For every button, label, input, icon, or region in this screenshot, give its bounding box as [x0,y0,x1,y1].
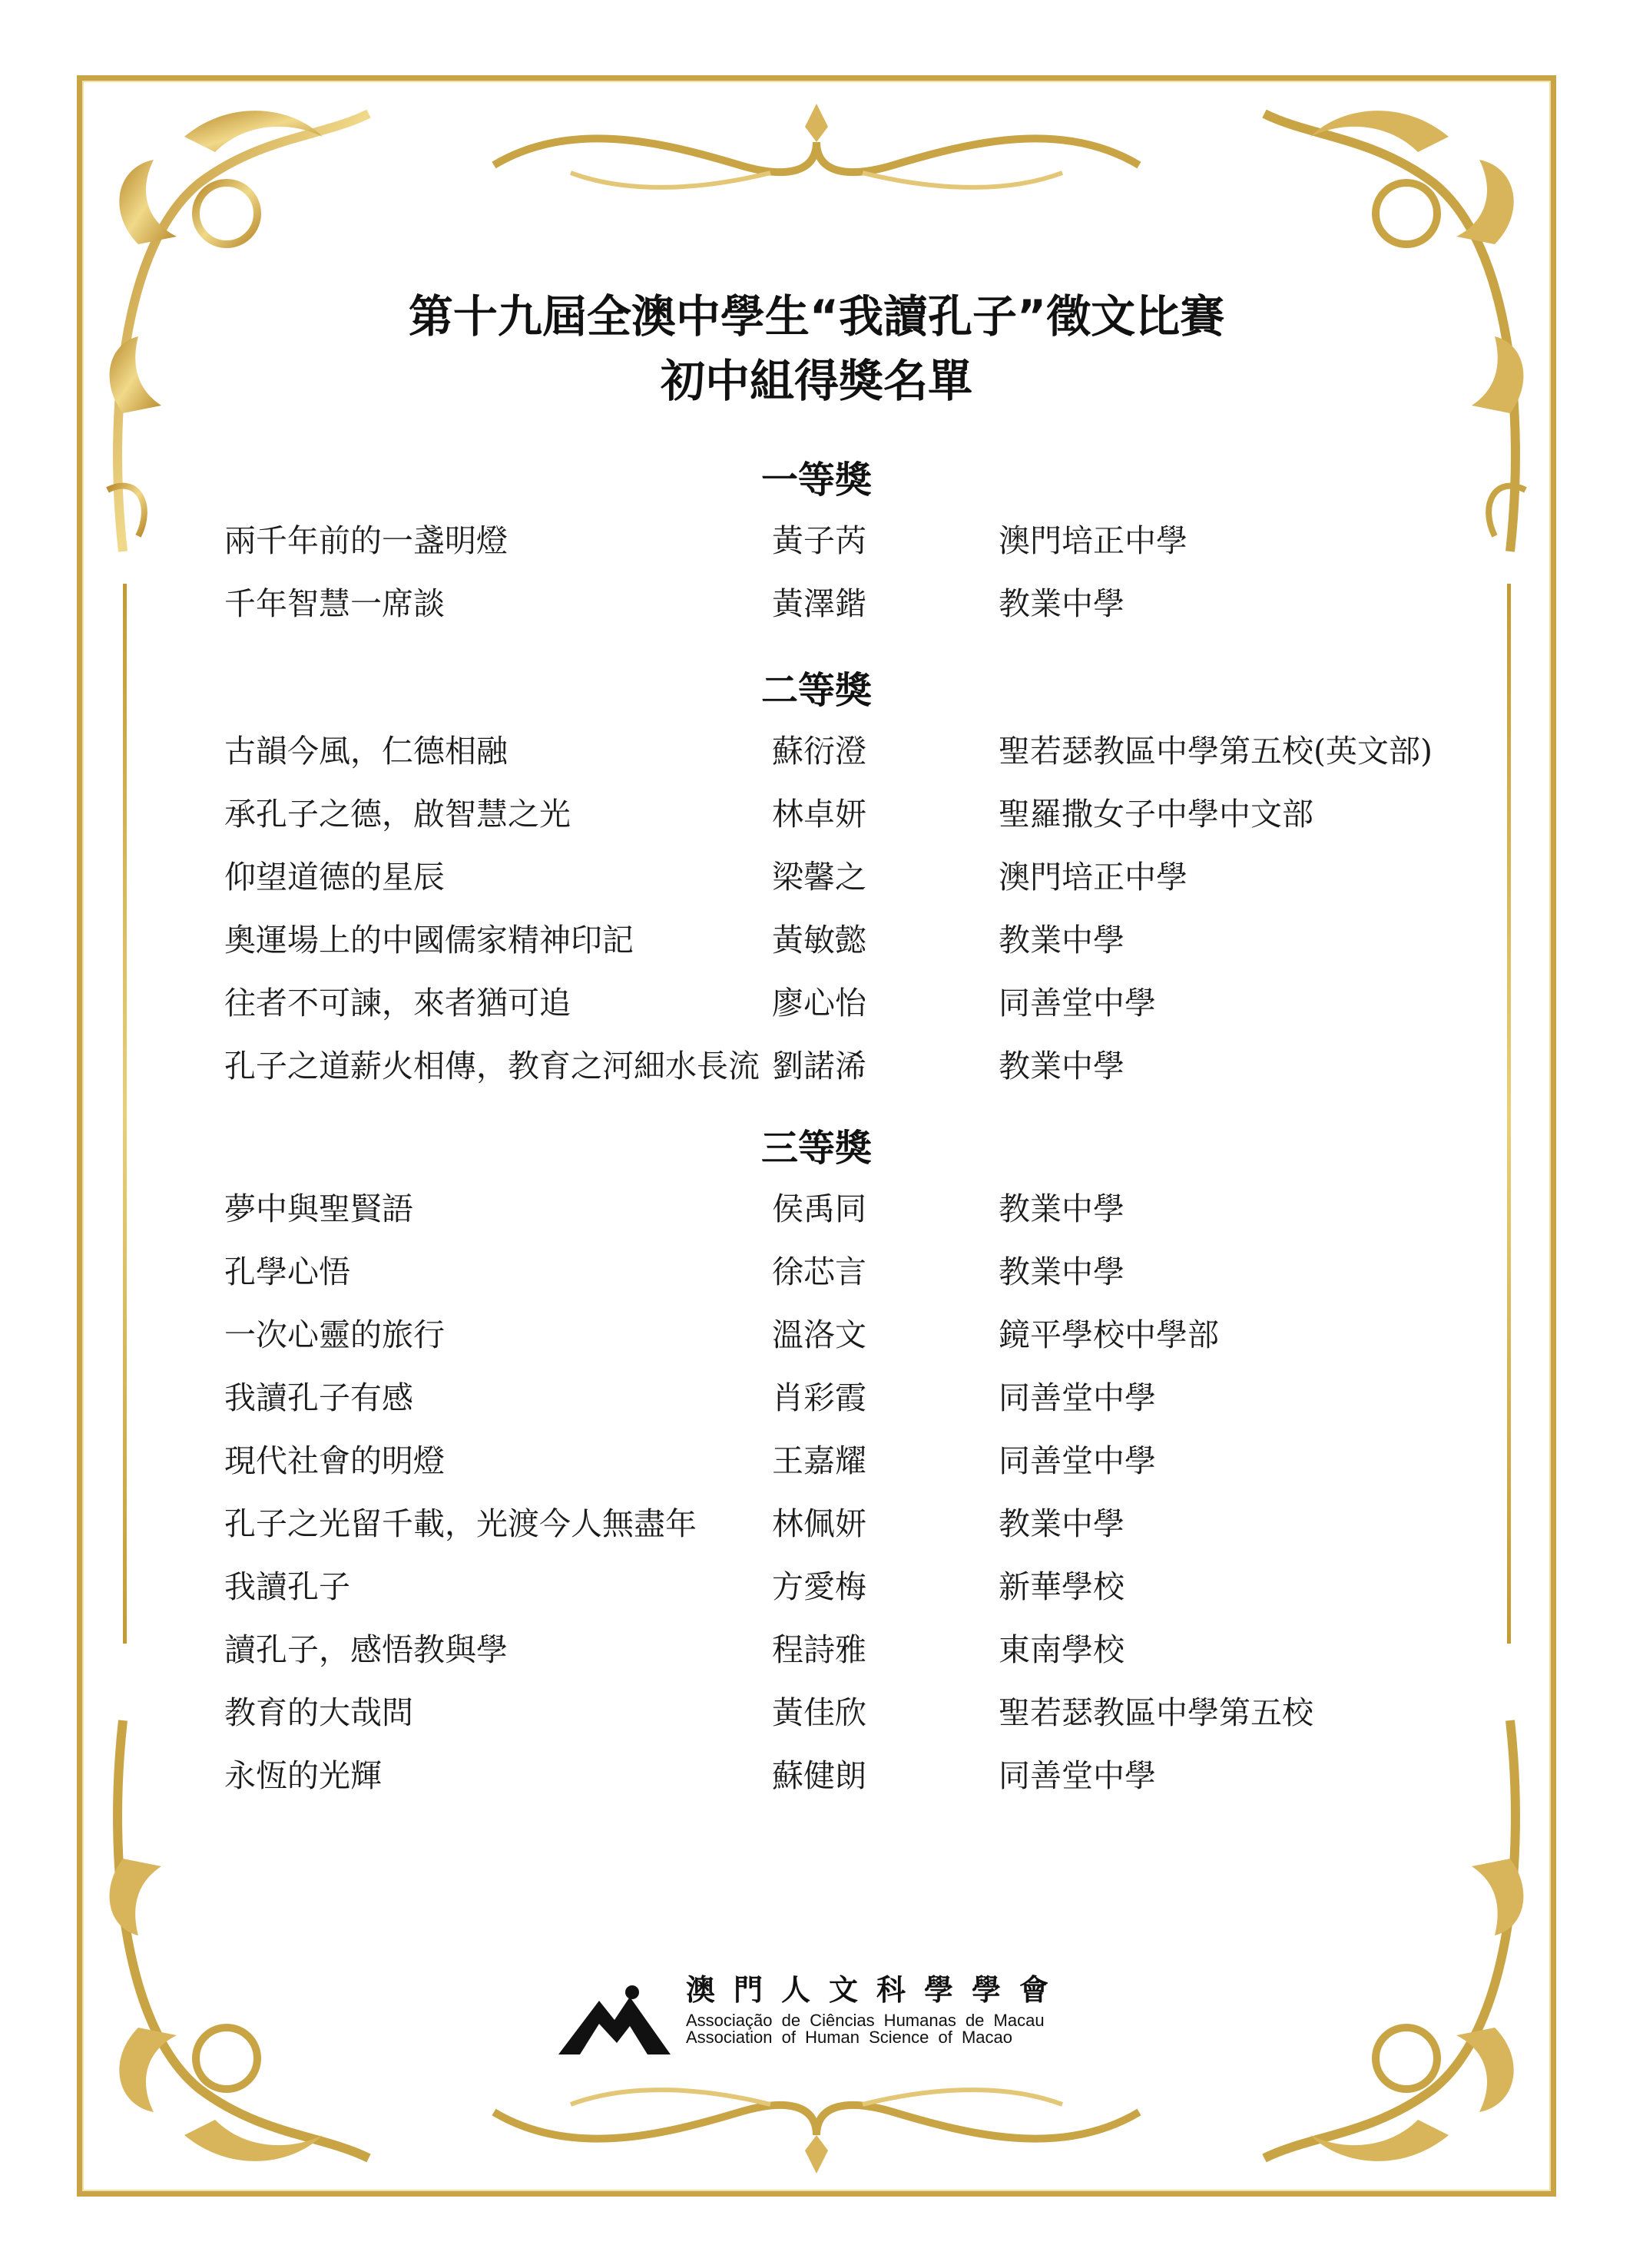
list-item [0,1312,1633,1358]
student-name: 黃敏懿 [772,922,866,959]
student-name: 侯禹同 [772,1190,866,1227]
school-name: 同善堂中學 [999,1442,1156,1479]
student-name: 廖心怡 [772,985,866,1021]
list-item [0,1375,1633,1421]
list-item [0,1564,1633,1610]
association-name-pt: Associação de Ciências Humanas de Macau [686,2011,1045,2030]
school-name: 同善堂中學 [999,1379,1156,1416]
association-name-cn: 澳門人文科學學會 [686,1973,1068,2007]
essay-title: 奧運場上的中國儒家精神印記 [224,922,634,959]
list-item [0,1186,1633,1232]
student-name: 徐芯言 [772,1253,866,1290]
page-title [0,284,1633,413]
student-name: 黃佳欣 [772,1694,866,1731]
school-name: 聖若瑟教區中學第五校(英文部) [999,733,1433,770]
student-name: 林卓妍 [772,796,866,833]
school-name: 教業中學 [999,1190,1125,1227]
essay-title: 孔子之光留千載，光渡今人無盡年 [224,1505,697,1542]
list-item [0,1501,1633,1547]
essay-title: 承孔子之德，啟智慧之光 [224,796,571,833]
list-item [0,854,1633,900]
student-name: 肖彩霞 [772,1379,866,1416]
list-item [0,1627,1633,1673]
student-name: 劉諾浠 [772,1048,866,1084]
school-name: 澳門培正中學 [999,859,1187,896]
student-name: 梁馨之 [772,859,866,896]
association-logo [557,1966,1110,2058]
essay-title: 我讀孔子 [224,1568,350,1605]
essay-title: 教育的大哉問 [224,1694,413,1731]
essay-title: 夢中與聖賢語 [224,1190,413,1227]
school-name: 教業中學 [999,585,1125,622]
top-center-scroll-icon [479,96,1154,204]
school-name: 鏡平學校中學部 [999,1316,1219,1353]
list-item [0,791,1633,837]
school-name: 教業中學 [999,1253,1125,1290]
section-heading-first-prize: 一等獎 [760,459,872,502]
list-item [0,917,1633,963]
student-name: 方愛梅 [772,1568,866,1605]
essay-title: 現代社會的明燈 [224,1442,445,1479]
title-line-2: 初中組得獎名單 [660,355,972,407]
essay-title: 往者不可諫，來者猶可追 [224,985,571,1021]
school-name: 新華學校 [999,1568,1125,1605]
essay-title: 讀孔子，感悟教與學 [224,1631,508,1668]
student-name: 黃澤鍇 [772,585,866,622]
school-name: 教業中學 [999,922,1125,959]
essay-title: 仰望道德的星辰 [224,859,445,896]
essay-title: 千年智慧一席談 [224,585,445,622]
essay-title: 古韻今風，仁德相融 [224,733,508,770]
essay-title: 孔子之道薪火相傳，教育之河細水長流 [224,1048,760,1084]
school-name: 同善堂中學 [999,985,1156,1021]
list-item [0,1690,1633,1736]
mountain-logo-icon [557,1982,672,2058]
student-name: 溫洛文 [772,1316,866,1353]
section-heading-third-prize: 三等獎 [760,1127,872,1170]
essay-title: 永恆的光輝 [224,1757,382,1794]
list-item [0,1043,1633,1089]
school-name: 聖羅撒女子中學中文部 [999,796,1313,833]
list-item [0,728,1633,774]
student-name: 黃子芮 [772,522,866,559]
school-name: 東南學校 [999,1631,1125,1668]
essay-title: 孔學心悟 [224,1253,350,1290]
essay-title: 一次心靈的旅行 [224,1316,445,1353]
school-name: 同善堂中學 [999,1757,1156,1794]
school-name: 澳門培正中學 [999,522,1187,559]
student-name: 程詩雅 [772,1631,866,1668]
section-heading-second-prize: 二等獎 [760,669,872,712]
bottom-center-scroll-icon [479,2074,1154,2181]
student-name: 王嘉耀 [772,1442,866,1479]
school-name: 聖若瑟教區中學第五校 [999,1694,1313,1731]
list-item [0,1438,1633,1484]
title-line-1: 第十九屆全澳中學生“我讀孔子”徵文比賽 [408,290,1225,343]
list-item [0,1753,1633,1799]
association-name-en: Association of Human Science of Macao [686,2028,1012,2047]
school-name: 教業中學 [999,1048,1125,1084]
essay-title: 我讀孔子有感 [224,1379,413,1416]
list-item [0,581,1633,627]
student-name: 林佩妍 [772,1505,866,1542]
list-item [0,518,1633,564]
school-name: 教業中學 [999,1505,1125,1542]
list-item [0,1249,1633,1295]
list-item [0,980,1633,1026]
essay-title: 兩千年前的一盞明燈 [224,522,508,559]
student-name: 蘇健朗 [772,1757,866,1794]
student-name: 蘇衍澄 [772,733,866,770]
